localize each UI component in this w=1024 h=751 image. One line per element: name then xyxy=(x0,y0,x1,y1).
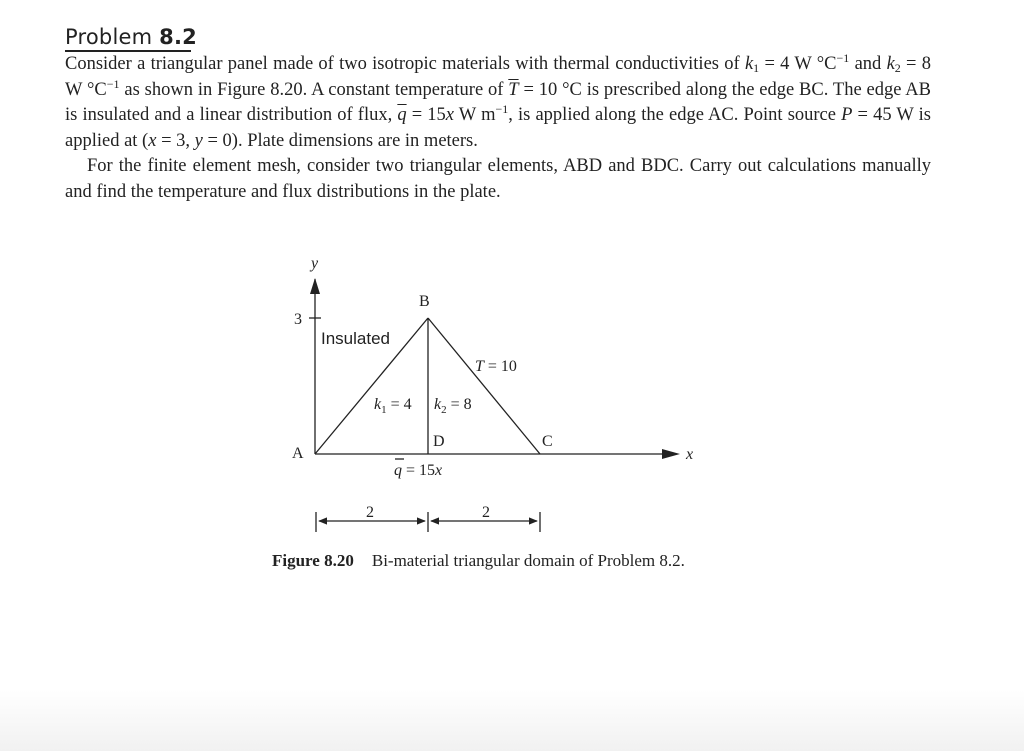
k1-symbol: k xyxy=(374,396,382,413)
k2-label xyxy=(434,396,472,416)
figure-caption xyxy=(272,551,685,571)
k2-exponent: −1 xyxy=(106,76,120,91)
point-b-label: B xyxy=(419,293,430,310)
k1-label xyxy=(374,396,412,416)
k1-symbol: k xyxy=(744,54,754,74)
k1-value: = 4 W °C xyxy=(759,54,837,74)
flux-value: = 15 xyxy=(406,105,446,125)
text-run: Consider a triangular panel made of two isotropic materials with thermal conductivities of xyxy=(65,54,745,74)
text-run: = 45 W is applied at ( xyxy=(65,105,932,151)
x-axis-label: x xyxy=(686,446,694,463)
k1-exponent: −1 xyxy=(836,51,850,65)
flux-label: q = 15x xyxy=(394,462,443,479)
flux-exponent: −1 xyxy=(495,102,509,116)
k2-symbol: k xyxy=(886,54,895,74)
flux-units: W m xyxy=(454,105,496,125)
y-axis-arrowhead xyxy=(310,278,320,294)
k2-symbol: k xyxy=(434,396,442,413)
k2-subscript: 2 xyxy=(441,404,447,416)
dimension-left-label: 2 xyxy=(366,504,374,521)
point-c-label: C xyxy=(542,433,553,450)
k1-value: = 4 xyxy=(386,396,412,413)
y-axis-label: y xyxy=(311,255,319,272)
k1-subscript: 1 xyxy=(753,61,760,75)
x-symbol: x xyxy=(445,105,455,125)
temperature-label: T = 10 xyxy=(475,358,517,375)
point-a-label: A xyxy=(292,445,304,462)
dimension-right-label: 2 xyxy=(482,504,490,521)
k2-subscript: 2 xyxy=(894,61,901,75)
problem-label: Problem xyxy=(65,25,153,49)
problem-number: 8.2 xyxy=(159,25,197,49)
text-run: = 0). Plate dimensions are in meters. xyxy=(202,130,478,151)
x-symbol: x xyxy=(148,130,157,151)
k2-value: = 8 xyxy=(446,396,472,413)
text-run: as shown in Figure 8.20. A constant temperature of xyxy=(119,79,509,100)
edge-bc xyxy=(428,318,540,454)
point-source-symbol: P xyxy=(841,105,853,125)
problem-instructions: For the finite element mesh, consider two triangular elements, ABD and BDC. Carry out calculations manually and find the temperature and flux distributions in the plate. xyxy=(65,156,931,202)
text-run: = 10 °C is prescribed along the edge BC. The edge AB is insulated and a linear distribution of flux, xyxy=(65,79,931,125)
text-run: and xyxy=(854,54,887,74)
point-d-label: D xyxy=(433,433,445,450)
insulated-label: Insulated xyxy=(321,329,390,348)
figure-caption-label: Figure 8.20 xyxy=(272,551,354,570)
text-run: = 3, xyxy=(156,130,195,151)
flux-symbol: $\overline{q}$ xyxy=(397,105,407,125)
k2-value: = 8 W °C xyxy=(65,54,932,100)
y-symbol: y xyxy=(194,130,203,151)
x-axis-arrowhead xyxy=(662,449,680,459)
k1-subscript: 1 xyxy=(381,404,387,416)
figure-caption-text: Bi-material triangular domain of Problem 8.2. xyxy=(371,551,685,570)
temperature-symbol: $\overline{T}$ xyxy=(508,79,519,100)
text-run: , is applied along the edge AC. Point source xyxy=(508,105,842,125)
y-tick-label: 3 xyxy=(294,311,302,328)
